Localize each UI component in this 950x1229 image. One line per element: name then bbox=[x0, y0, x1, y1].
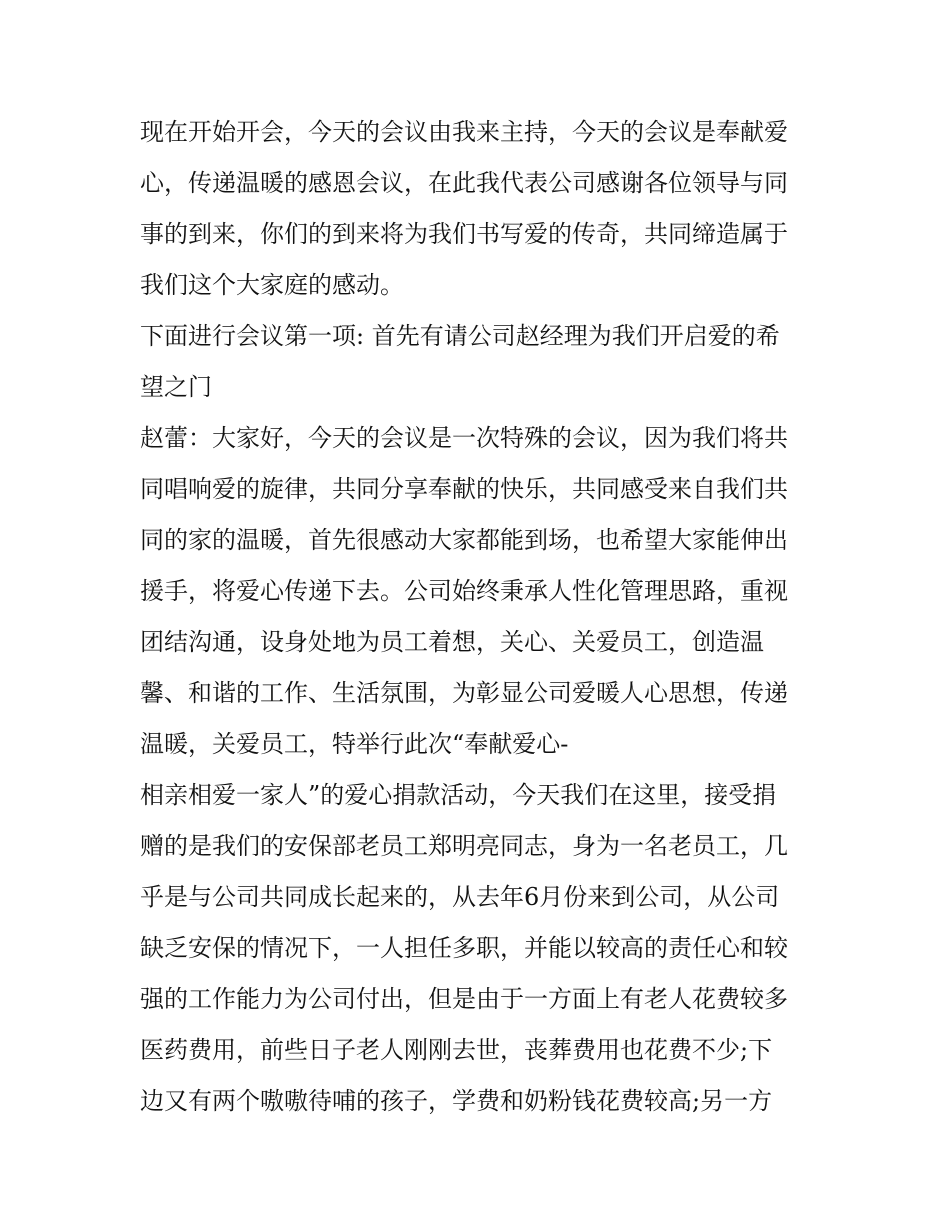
document-body bbox=[140, 107, 830, 1127]
text-line: 事的到来，你们的到来将为我们书写爱的传奇，共同缔造属于 bbox=[140, 220, 788, 248]
text-line: 援手，将爱心传递下去。公司始终秉承人性化管理思路，重视 bbox=[140, 577, 788, 605]
text-line: 边又有两个嗷嗷待哺的孩子，学费和奶粉钱花费较高;另一方 bbox=[140, 1087, 773, 1115]
text-line: 心，传递温暖的感恩会议，在此我代表公司感谢各位领导与同 bbox=[140, 169, 788, 197]
text-line: 医药费用，前些日子老人刚刚去世，丧葬费用也花费不少;下 bbox=[140, 1036, 773, 1064]
text-line: 缺乏安保的情况下，一人担任多职，并能以较高的责任心和较 bbox=[140, 934, 788, 962]
text-line: 温暖，关爱员工，特举行此次“奉献爱心- bbox=[140, 730, 569, 758]
text-line: 馨、和谐的工作、生活氛围，为彰显公司爱暖人心思想，传递 bbox=[140, 679, 788, 707]
text-line: 赵蕾：大家好，今天的会议是一次特殊的会议，因为我们将共 bbox=[140, 424, 788, 452]
text-line: 相亲相爱一家人”的爱心捐款活动，今天我们在这里，接受捐 bbox=[140, 781, 777, 809]
text-line: 乎是与公司共同成长起来的，从去年6月份来到公司，从公司 bbox=[140, 883, 780, 911]
text-line: 现在开始开会，今天的会议由我来主持，今天的会议是奉献爱 bbox=[140, 118, 788, 146]
text-line: 强的工作能力为公司付出，但是由于一方面上有老人花费较多 bbox=[140, 985, 788, 1013]
text-line: 同的家的温暖，首先很感动大家都能到场，也希望大家能伸出 bbox=[140, 526, 788, 554]
text-line: 团结沟通，设身处地为员工着想，关心、关爱员工，创造温 bbox=[140, 628, 764, 656]
text-line: 望之门 bbox=[140, 373, 212, 401]
text-line: 我们这个大家庭的感动。 bbox=[140, 271, 404, 299]
text-line: 同唱响爱的旋律，共同分享奉献的快乐，共同感受来自我们共 bbox=[140, 475, 788, 503]
text-line: 下面进行会议第一项: 首先有请公司赵经理为我们开启爱的希 bbox=[140, 322, 780, 350]
text-line: 赠的是我们的安保部老员工郑明亮同志，身为一名老员工，几 bbox=[140, 832, 788, 860]
